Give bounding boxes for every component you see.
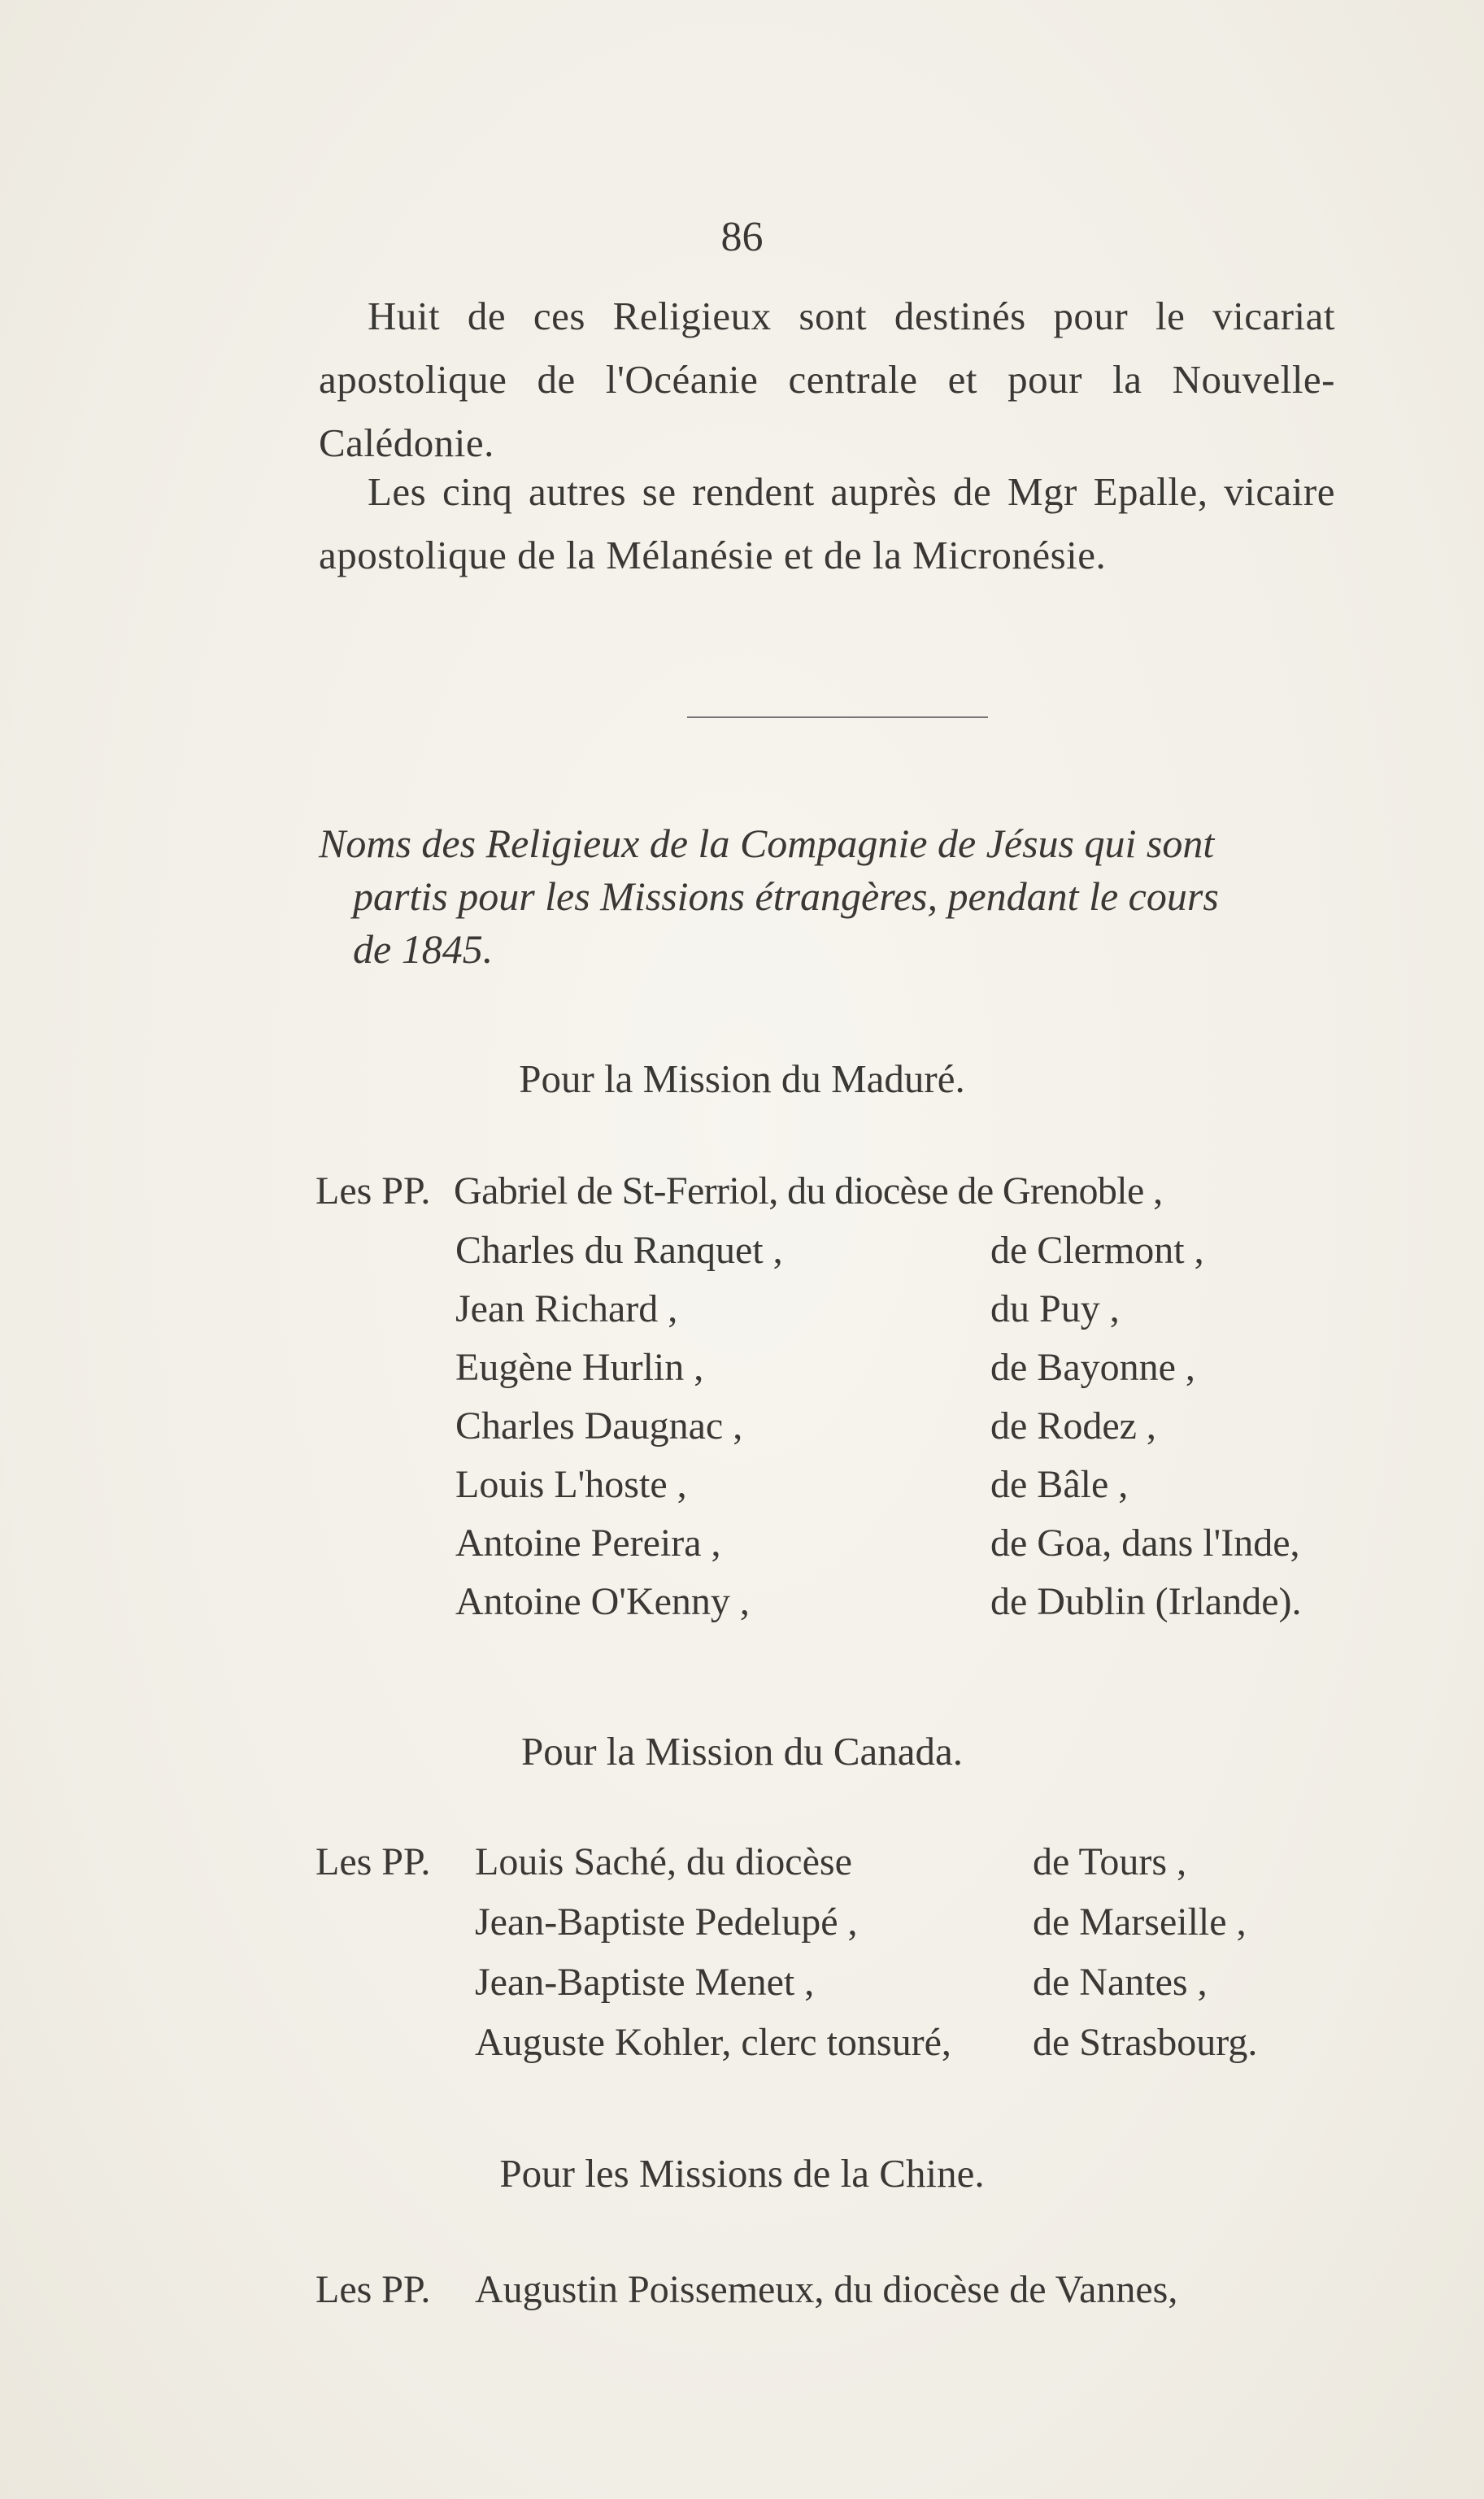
madure-name-2: Jean Richard ,	[455, 1287, 678, 1330]
canada-place-3: de Nantes ,	[1033, 1961, 1208, 2004]
section-divider	[687, 716, 988, 718]
canada-name-4: Auguste Kohler, clerc tonsuré,	[475, 2021, 951, 2064]
madure-name-1: Charles du Ranquet ,	[455, 1229, 783, 1272]
madure-name-5: Louis L'hoste ,	[455, 1463, 687, 1506]
madure-first-line: Gabriel de St-Ferriol, du diocèse de Grenoble ,	[454, 1169, 1163, 1212]
intro-paragraph-1: Huit de ces Religieux sont destinés pour le vicariat apostolique de l'Océanie centrale et pour la Nouvelle-Calédonie.	[319, 294, 1335, 465]
madure-lead: Les PP.	[316, 1169, 431, 1212]
madure-place-1: de Clermont ,	[990, 1229, 1204, 1272]
canada-place-4: de Strasbourg.	[1033, 2021, 1258, 2064]
madure-name-3: Eugène Hurlin ,	[455, 1346, 704, 1389]
section-title-line-1: Noms des Religieux de la Compagnie de Jésus qui sont	[319, 821, 1215, 866]
section-title-line-2: partis pour les Missions étrangères, pendant le cours	[353, 873, 1219, 919]
madure-name-7: Antoine O'Kenny ,	[455, 1580, 750, 1623]
madure-place-6: de Goa, dans l'Inde,	[990, 1522, 1300, 1565]
heading-madure: Pour la Mission du Maduré.	[519, 1056, 965, 1101]
madure-place-3: de Bayonne ,	[990, 1346, 1195, 1389]
canada-lead: Les PP.	[316, 1840, 431, 1883]
page-number: 86	[720, 214, 764, 260]
heading-chine: Pour les Missions de la Chine.	[499, 2151, 985, 2196]
madure-name-6: Antoine Pereira ,	[455, 1522, 721, 1565]
madure-place-4: de Rodez ,	[990, 1404, 1156, 1448]
chine-first-line: Augustin Poissemeux, du diocèse de Vannes,	[475, 2268, 1178, 2311]
canada-place-2: de Marseille ,	[1033, 1900, 1247, 1944]
canada-place-1: de Tours ,	[1033, 1840, 1187, 1883]
madure-place-7: de Dublin (Irlande).	[990, 1580, 1302, 1623]
canada-name-3: Jean-Baptiste Menet ,	[475, 1961, 815, 2004]
chine-lead: Les PP.	[316, 2268, 431, 2311]
section-title-line-3: de 1845.	[353, 926, 494, 972]
canada-name-2: Jean-Baptiste Pedelupé ,	[475, 1900, 858, 1944]
madure-name-4: Charles Daugnac ,	[455, 1404, 743, 1448]
madure-place-2: du Puy ,	[990, 1287, 1120, 1330]
canada-name-1: Louis Saché, du diocèse	[475, 1840, 852, 1883]
section-title	[319, 817, 1335, 976]
intro-paragraph-2: Les cinq autres se rendent auprès de Mgr Epalle, vicaire apostolique de la Mélanésie et de la Micronésie.	[319, 469, 1335, 577]
heading-canada: Pour la Mission du Canada.	[520, 1729, 964, 1774]
madure-place-5: de Bâle ,	[990, 1463, 1129, 1506]
